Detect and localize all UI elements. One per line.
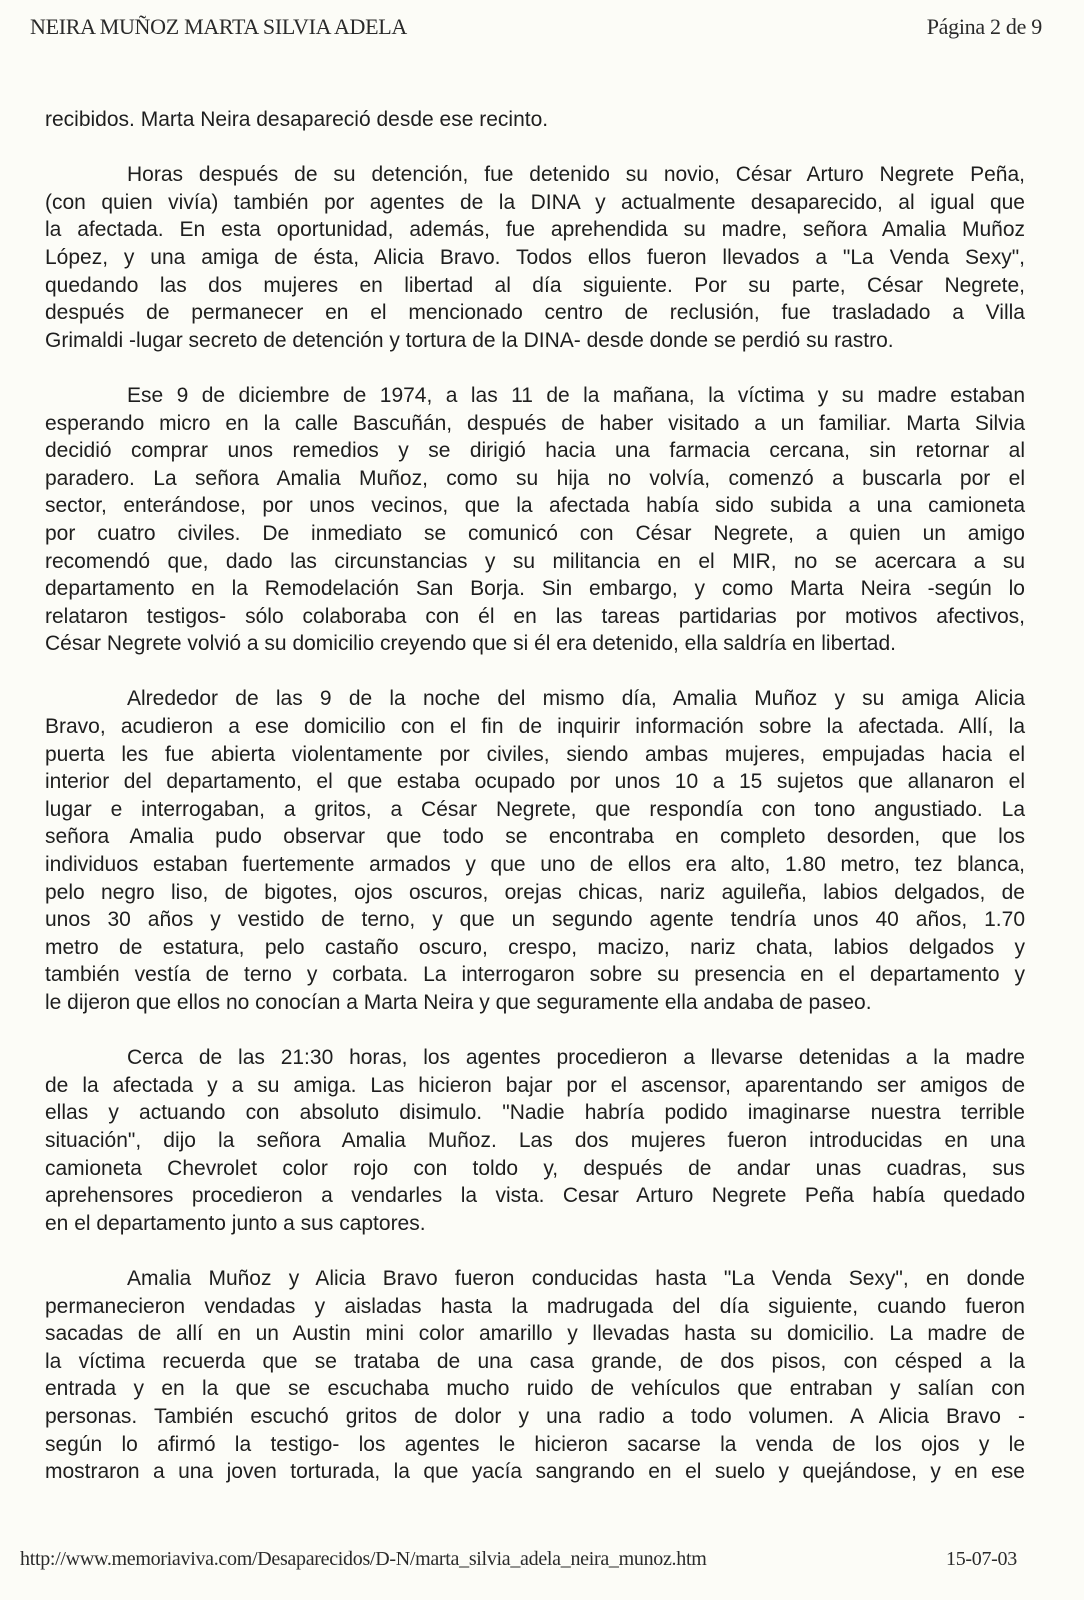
text-line: sacadas de allí en un Austin mini color amarillo y llevadas hasta su domicilio. La madre de bbox=[45, 1322, 1025, 1346]
text-line: recomendó que, dado las circunstancias y su militancia en el MIR, no se acercara a su bbox=[45, 549, 1025, 573]
text-line: ellas y actuando con absoluto disimulo. "Nadie habría podido imaginarse nuestra terrible bbox=[45, 1101, 1025, 1125]
text-line: quedando las dos mujeres en libertad al día siguiente. Por su parte, César Negrete, bbox=[45, 273, 1025, 297]
text-line: lugar e interrogaban, a gritos, a César Negrete, que respondía con tono angustiado. La bbox=[45, 797, 1025, 821]
text-line: decidió comprar unos remedios y se dirigió hacia una farmacia cercana, sin retornar al bbox=[45, 439, 1025, 463]
text-line: relataron testigos- sólo colaboraba con él en las tareas partidarias por motivos afectivos, bbox=[45, 604, 1025, 628]
text-line: Cerca de las 21:30 horas, los agentes procedieron a llevarse detenidas a la madre bbox=[127, 1046, 1025, 1070]
paragraph bbox=[45, 161, 1025, 354]
text-line: esperando micro en la calle Bascuñán, después de haber visitado a un familiar. Marta Silvia bbox=[45, 411, 1025, 435]
text-line: Horas después de su detención, fue detenido su novio, César Arturo Negrete Peña, bbox=[127, 163, 1025, 187]
text-line: Bravo, acudieron a ese domicilio con el fin de inquirir información sobre la afectada. Allí, la bbox=[45, 715, 1025, 739]
text-line: situación", dijo la señora Amalia Muñoz. Las dos mujeres fueron introducidas en una bbox=[45, 1128, 1025, 1152]
text-line: aprehensores procedieron a vendarles la vista. Cesar Arturo Negrete Peña había quedado bbox=[45, 1184, 1025, 1208]
text-line: Amalia Muñoz y Alicia Bravo fueron conducidas hasta "La Venda Sexy", en donde bbox=[127, 1266, 1025, 1290]
text-line: entrada y en la que se escuchaba mucho ruido de vehículos que entraban y salían con bbox=[45, 1377, 1025, 1401]
text-line: César Negrete volvió a su domicilio creyendo que si él era detenido, ella saldría en libertad. bbox=[45, 632, 896, 656]
paragraph bbox=[45, 1265, 1025, 1486]
text-line: departamento en la Remodelación San Borja. Sin embargo, y como Marta Neira -según lo bbox=[45, 577, 1025, 601]
page-number: Página 2 de 9 bbox=[926, 14, 1042, 39]
document-body bbox=[45, 106, 1025, 1486]
paragraph bbox=[45, 685, 1025, 1016]
text-line: personas. También escuchó gritos de dolor y una radio a todo volumen. A Alicia Bravo - bbox=[45, 1404, 1025, 1428]
source-url: http://www.memoriaviva.com/Desaparecidos/D-N/marta_silvia_adela_neira_munoz.htm bbox=[20, 1548, 707, 1570]
document-title: NEIRA MUÑOZ MARTA SILVIA ADELA bbox=[30, 14, 408, 39]
text-line: Alrededor de las 9 de la noche del mismo día, Amalia Muñoz y su amiga Alicia bbox=[127, 687, 1025, 711]
text-line: sector, enterándose, por unos vecinos, que la afectada había sido subida a una camioneta bbox=[45, 494, 1025, 518]
text-line: camioneta Chevrolet color rojo con toldo y, después de andar unas cuadras, sus bbox=[45, 1156, 1025, 1180]
text-line: le dijeron que ellos no conocían a Marta Neira y que seguramente ella andaba de paseo. bbox=[45, 991, 872, 1014]
text-line: permanecieron vendadas y aisladas hasta la madrugada del día siguiente, cuando fueron bbox=[45, 1294, 1025, 1318]
print-date: 15-07-03 bbox=[946, 1548, 1017, 1570]
text-line: también vestía de terno y corbata. La interrogaron sobre su presencia en el departamento y bbox=[45, 963, 1025, 987]
text-line: después de permanecer en el mencionado centro de reclusión, fue trasladado a Villa bbox=[45, 301, 1025, 325]
text-line: López, y una amiga de ésta, Alicia Bravo. Todos ellos fueron llevados a "La Venda Sexy", bbox=[45, 245, 1025, 269]
text-line: pelo negro liso, de bigotes, ojos oscuros, orejas chicas, nariz aguileña, labios delgados, de bbox=[45, 880, 1025, 904]
text-line: señora Amalia pudo observar que todo se encontraba en completo desorden, que los bbox=[45, 825, 1025, 849]
text-line: Ese 9 de diciembre de 1974, a las 11 de la mañana, la víctima y su madre estaban bbox=[127, 383, 1025, 407]
text-line: por cuatro civiles. De inmediato se comunicó con César Negrete, a quien un amigo bbox=[45, 521, 1025, 545]
text-line: (con quien vivía) también por agentes de la DINA y actualmente desaparecido, al igual que bbox=[45, 190, 1025, 214]
text-line: paradero. La señora Amalia Muñoz, como su hija no volvía, comenzó a buscarla por el bbox=[45, 466, 1025, 490]
text-line: según lo afirmó la testigo- los agentes le hicieron sacarse la venda de los ojos y le bbox=[45, 1432, 1025, 1456]
text-line: metro de estatura, pelo castaño oscuro, crespo, macizo, nariz chata, labios delgados y bbox=[45, 935, 1025, 959]
text-line: en el departamento junto a sus captores. bbox=[45, 1211, 426, 1235]
text-line: recibidos. Marta Neira desapareció desde ese recinto. bbox=[45, 108, 549, 131]
text-line: la afectada. En esta oportunidad, además, fue aprehendida su madre, señora Amalia Muñoz bbox=[45, 218, 1025, 242]
text-line: Grimaldi -lugar secreto de detención y tortura de la DINA- desde donde se perdió su rastro. bbox=[45, 328, 894, 352]
text-line: unos 30 años y vestido de terno, y que un segundo agente tendría unos 40 años, 1.70 bbox=[45, 908, 1025, 932]
text-line: la víctima recuerda que se trataba de una casa grande, de dos pisos, con césped a la bbox=[45, 1349, 1025, 1373]
text-line: de la afectada y a su amiga. Las hicieron bajar por el ascensor, aparentando ser amigos de bbox=[45, 1073, 1025, 1097]
text-line: interior del departamento, el que estaba ocupado por unos 10 a 15 sujetos que allanaron el bbox=[45, 770, 1025, 794]
paragraph bbox=[45, 106, 1025, 134]
paragraph bbox=[45, 382, 1025, 658]
text-line: puerta les fue abierta violentamente por civiles, siendo ambas mujeres, empujadas hacia el bbox=[45, 742, 1025, 766]
text-line: individuos estaban fuertemente armados y que uno de ellos era alto, 1.80 metro, tez blanca, bbox=[45, 853, 1025, 877]
paragraph bbox=[45, 1044, 1025, 1237]
text-line: mostraron a una joven torturada, la que yacía sangrando en el suelo y quejándose, y en ese bbox=[45, 1460, 1025, 1484]
